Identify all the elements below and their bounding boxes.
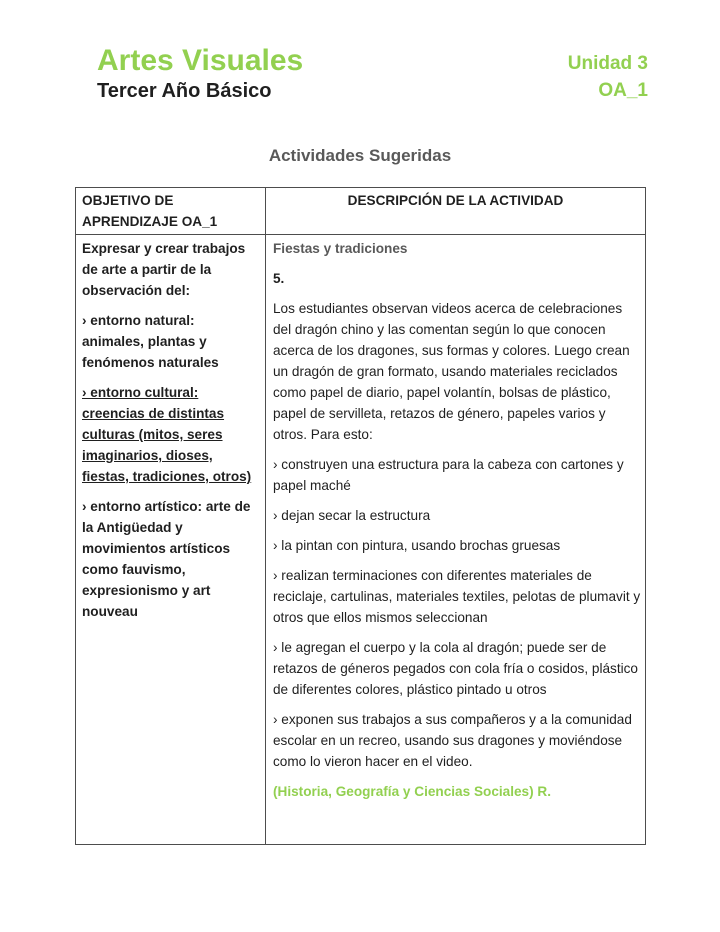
document-header — [97, 44, 648, 106]
header-right-block — [568, 44, 648, 106]
unit-label: Unidad 3 — [567, 53, 648, 74]
table-header-row — [76, 188, 646, 235]
activity-number: 5. — [273, 271, 285, 286]
activity-step: › le agregan el cuerpo y la cola al dragón; puede ser de retazos de géneros pegados con cola fría o cosidos, plástico de diferentes colores, plástico pintado u otros — [273, 640, 638, 697]
objective-item-natural: › entorno natural: animales, plantas y fenómenos naturales — [82, 313, 219, 370]
suggested-activities-table — [75, 187, 646, 845]
description-column-header: DESCRIPCIÓN DE LA ACTIVIDAD — [266, 188, 646, 235]
objective-column-header: OBJETIVO DE APRENDIZAJE OA_1 — [76, 188, 266, 235]
subject-title: Artes Visuales — [97, 44, 304, 77]
activity-step: › dejan secar la estructura — [273, 508, 431, 523]
objective-item-cultural-underlined: › entorno cultural: creencias de distintas culturas (mitos, seres imaginarios, dioses, fiestas, tradiciones, otros) — [82, 385, 252, 484]
activity-step: › realizan terminaciones con diferentes materiales de reciclaje, cartulinas, materiales textiles, pelotas de plumavit y otros que ellos mismos seleccionan — [273, 568, 641, 625]
header-left-block — [97, 44, 303, 105]
activity-intro: Los estudiantes observan videos acerca de celebraciones del dragón chino y las comentan según lo que conocen acerca de los dragones, sus formas y colores. Luego crean un dragón de gran formato, usando materiales reciclados como papel de diario, papel volantín, bolsas de plástico, papel de servilleta, retazos de género, papeles varios y otros. Para esto: — [273, 301, 630, 442]
activity-heading: Fiestas y tradiciones — [273, 241, 408, 256]
activity-step: › construyen una estructura para la cabeza con cartones y papel maché — [273, 457, 624, 493]
objective-item-artistic: › entorno artístico: arte de la Antigüedad y movimientos artísticos como fauvismo, expresionismo y art nouveau — [82, 499, 251, 619]
objective-cell — [76, 235, 266, 845]
activity-cell — [266, 235, 646, 845]
oa-label: OA_1 — [598, 80, 648, 101]
table-body-row — [76, 235, 646, 845]
cross-reference-note: (Historia, Geografía y Ciencias Sociales) R. — [273, 784, 552, 799]
grade-subtitle: Tercer Año Básico — [97, 80, 272, 102]
section-title: Actividades Sugeridas — [268, 146, 452, 165]
activity-step: › la pintan con pintura, usando brochas gruesas — [273, 538, 561, 553]
objective-intro: Expresar y crear trabajos de arte a partir de la observación del: — [82, 241, 246, 298]
activity-step: › exponen sus trabajos a sus compañeros y a la comunidad escolar en un recreo, usando sus dragones y moviéndose como lo vieron hacer en el video. — [273, 712, 632, 769]
